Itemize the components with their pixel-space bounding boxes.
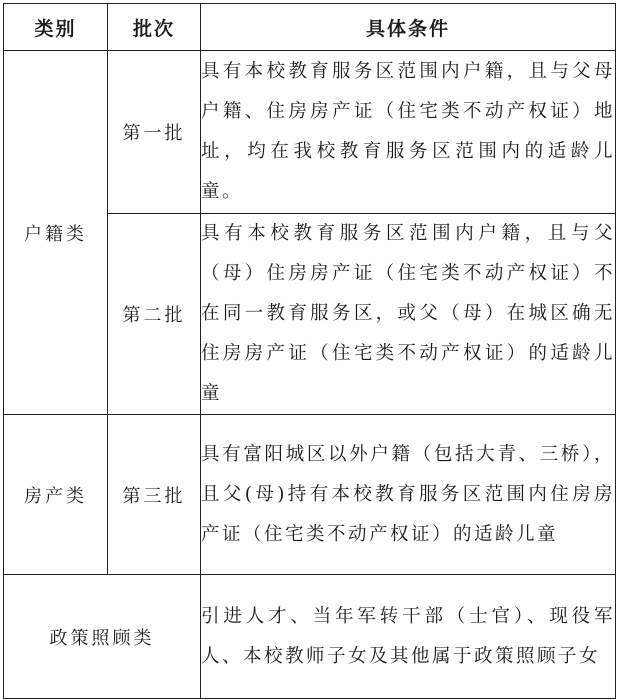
category-cell: 户籍类 — [4, 51, 108, 415]
table-row — [4, 575, 616, 699]
header-batch: 批次 — [108, 4, 201, 51]
category-cell: 房产类 — [4, 415, 108, 575]
category-cell: 政策照顾类 — [4, 575, 201, 699]
batch-cell: 第二批 — [108, 214, 201, 415]
conditions-cell: 具有富阳城区以外户籍（包括大青、三桥），且父(母)持有本校教育服务区范围内住房房产证（住宅类不动产权证）的适龄儿童 — [201, 415, 616, 575]
admission-conditions-table — [3, 3, 616, 699]
conditions-cell: 具有本校教育服务区范围内户籍，且与父（母）住房房产证（住宅类不动产权证）不在同一教育服务区，或父（母）在城区确无住房房产证（住宅类不动产权证）的适龄儿童 — [201, 214, 616, 415]
conditions-cell: 具有本校教育服务区范围内户籍，且与父母户籍、住房房产证（住宅类不动产权证）地址，均在我校教育服务区范围内的适龄儿童。 — [201, 51, 616, 214]
header-row — [4, 4, 616, 51]
table-row — [4, 51, 616, 214]
batch-cell: 第一批 — [108, 51, 201, 214]
header-conditions: 具体条件 — [201, 4, 616, 51]
batch-cell: 第三批 — [108, 415, 201, 575]
table-row — [4, 415, 616, 575]
header-category: 类别 — [4, 4, 108, 51]
conditions-cell: 引进人才、当年军转干部（士官）、现役军人、本校教师子女及其他属于政策照顾子女 — [201, 575, 616, 699]
